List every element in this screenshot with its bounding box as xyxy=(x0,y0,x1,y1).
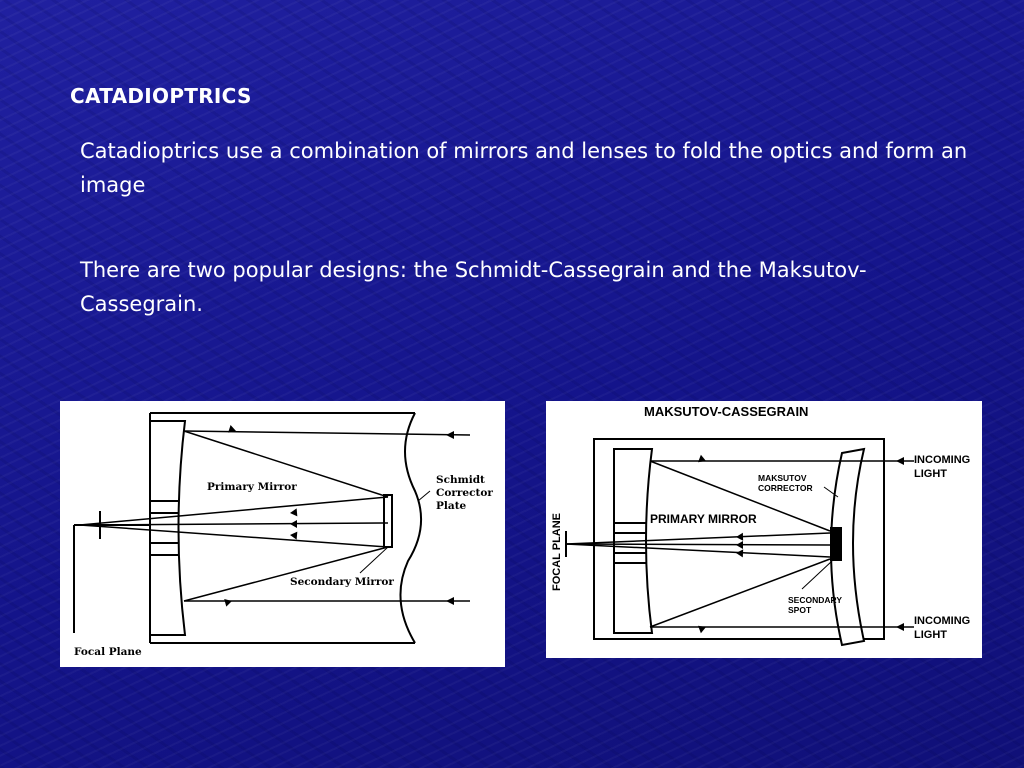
focal-plane-label: Focal Plane xyxy=(74,646,142,658)
primary-mirror-label: PRIMARY MIRROR xyxy=(650,512,757,526)
incoming-light-top-line-1: INCOMING xyxy=(914,454,971,466)
maksutov-title: MAKSUTOV-CASSEGRAIN xyxy=(644,404,809,419)
schmidt-cassegrain-diagram xyxy=(60,401,505,667)
corrector-label-line-1: MAKSUTOV xyxy=(758,473,807,483)
corrector-label-line-1: Schmidt xyxy=(436,474,485,486)
light-rays xyxy=(80,431,470,601)
incoming-light-bottom-line-1: INCOMING xyxy=(914,615,971,627)
secondary-mirror-label: Secondary Mirror xyxy=(290,576,394,588)
secondary-spot-label-line-2: SPOT xyxy=(788,605,812,615)
designs-paragraph: There are two popular designs: the Schmidt-Cassegrain and the Maksutov-Cassegrain. xyxy=(80,258,867,316)
secondary-mirror xyxy=(384,495,392,547)
slide-title: CATADIOPTRICS xyxy=(70,84,252,108)
corrector-label-line-2: Corrector xyxy=(436,487,493,499)
primary-mirror-label: Primary Mirror xyxy=(207,481,297,493)
incoming-light-top-line-2: LIGHT xyxy=(914,468,947,480)
telescope-tube xyxy=(150,413,421,643)
focal-plane-label: FOCAL PLANE xyxy=(551,512,563,591)
corrector-label-line-3: Plate xyxy=(436,500,467,512)
secondary-spot-label-line-1: SECONDARY xyxy=(788,595,842,605)
corrector-label-line-2: CORRECTOR xyxy=(758,483,813,493)
incoming-light-bottom-line-2: LIGHT xyxy=(914,629,947,641)
maksutov-cassegrain-diagram xyxy=(546,401,982,658)
secondary-spot xyxy=(830,527,842,561)
intro-paragraph: Catadioptrics use a combination of mirrors and lenses to fold the optics and form an image xyxy=(80,139,968,197)
primary-mirror xyxy=(150,421,185,635)
